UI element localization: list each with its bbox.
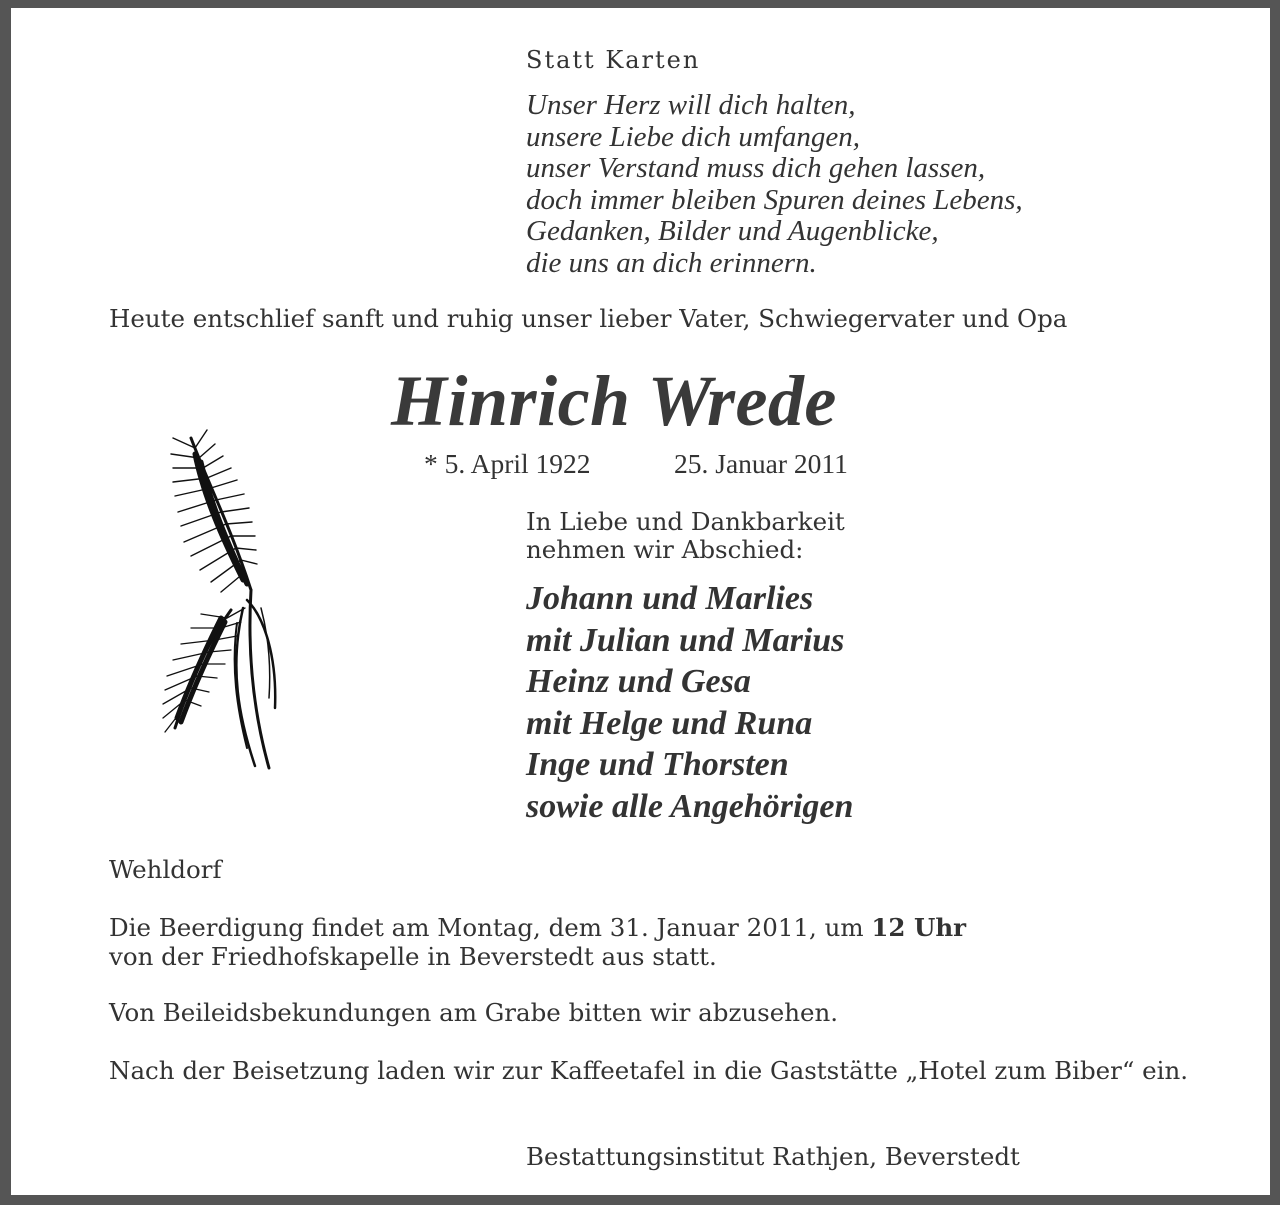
coffee-invitation: Nach der Beisetzung laden wir zur Kaffeetafel in die Gaststätte „Hotel zum Biber“ ein. — [109, 1056, 1189, 1085]
poem-line: Gedanken, Bilder und Augenblicke, — [526, 215, 939, 247]
condolence-note: Von Beileidsbekundungen am Grabe bitten wir abzusehen. — [109, 998, 839, 1027]
intro-text: Heute entschlief sanft und ruhig unser lieber Vater, Schwiegervater und Opa — [109, 304, 1068, 333]
family-line: Johann und Marlies — [526, 580, 814, 617]
poem-line: Unser Herz will dich halten, — [526, 89, 856, 121]
header-statt-karten: Statt Karten — [526, 46, 701, 74]
burial-text: Die Beerdigung findet am Montag, dem 31. Januar 2011, um — [109, 913, 872, 942]
farewell-line: In Liebe und Dankbarkeit — [526, 507, 845, 536]
birth-date: * 5. April 1922 — [424, 448, 591, 479]
poem-line: unsere Liebe dich umfangen, — [526, 120, 860, 153]
farewell-line: nehmen wir Abschied: — [526, 535, 804, 564]
poem-line: doch immer bleiben Spuren deines Lebens, — [526, 183, 1023, 216]
wheat-ears-icon — [151, 418, 291, 778]
burial-location: von der Friedhofskapelle in Beverstedt aus statt. — [109, 942, 717, 971]
undertaker: Bestattungsinstitut Rathjen, Beverstedt — [526, 1142, 1020, 1171]
family-line: mit Helge und Runa — [526, 704, 813, 742]
family-line: sowie alle Angehörigen — [526, 787, 854, 825]
poem-line: die uns an dich erinnern. — [526, 246, 817, 279]
death-date: 25. Januar 2011 — [674, 448, 848, 479]
place-name: Wehldorf — [109, 855, 222, 884]
burial-info — [109, 913, 966, 971]
poem — [526, 90, 1023, 279]
deceased-name: Hinrich Wrede — [391, 361, 837, 441]
poem-line: unser Verstand muss dich gehen lassen, — [526, 152, 986, 184]
family-line: mit Julian und Marius — [526, 621, 845, 659]
family-list — [526, 578, 853, 827]
burial-time: 12 Uhr — [871, 913, 967, 942]
family-line: Inge und Thorsten — [526, 746, 789, 783]
farewell-text — [526, 508, 845, 564]
family-line: Heinz und Gesa — [526, 663, 751, 700]
